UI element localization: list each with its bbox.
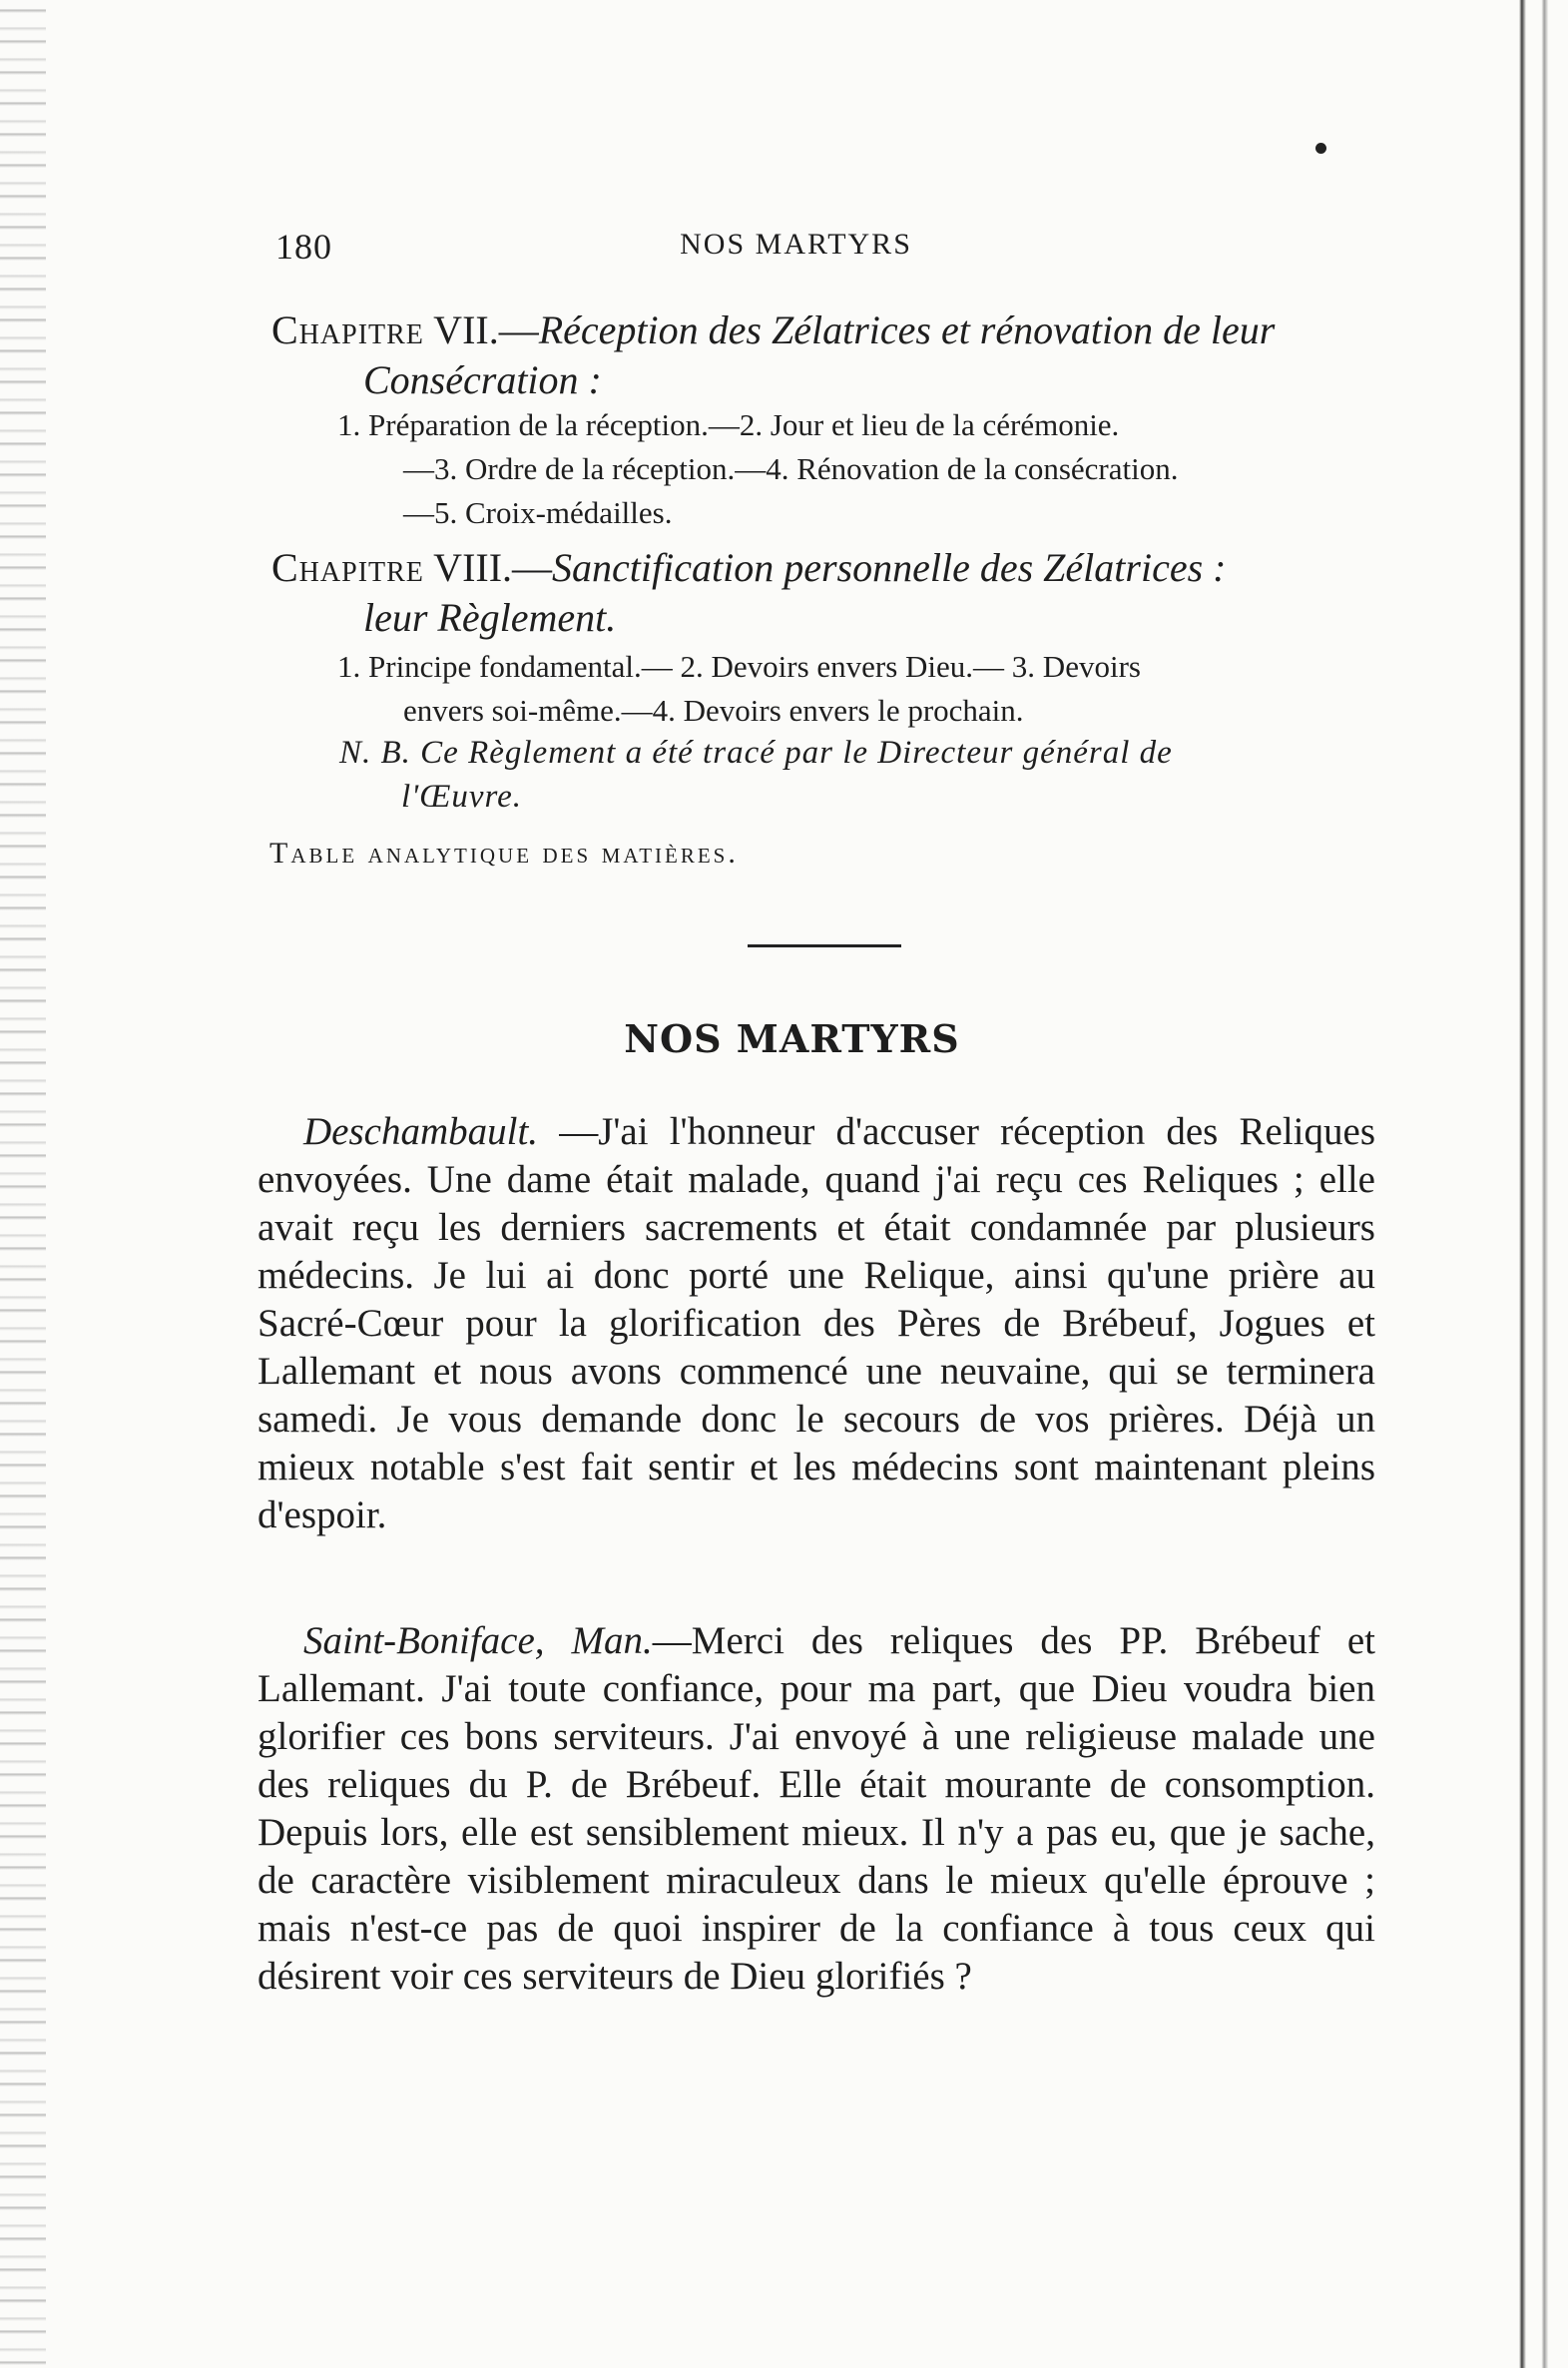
scan-left-edge <box>0 0 46 2368</box>
chapter-number: VIII.— <box>423 545 553 590</box>
chapter-title-cont: leur Règlement. <box>363 595 617 640</box>
ink-speck <box>1315 143 1326 154</box>
page-number: 180 <box>275 227 332 267</box>
scan-right-edge <box>1498 0 1568 2368</box>
section-divider <box>748 944 901 947</box>
toc-chapter-8 <box>271 543 1399 643</box>
note-line: N. B. Ce Règlement a été tracé par le Directeur général de <box>339 735 1173 771</box>
toc-items-line: 1. Principe fondamental.— 2. Devoirs envers Dieu.— 3. Devoirs <box>337 649 1141 684</box>
toc-items-line: envers soi-même.—4. Devoirs envers le prochain. <box>403 693 1024 728</box>
article-paragraph-2 <box>258 1617 1375 2001</box>
chapter-title: Sanctification personnelle des Zélatrices : <box>552 545 1227 590</box>
toc-table-entry: Table analytique des matières. <box>269 837 739 870</box>
chapter-prefix: Chapitre <box>271 307 424 352</box>
toc-items-line: —5. Croix-médailles. <box>403 495 673 530</box>
article-paragraph-1 <box>258 1108 1375 1539</box>
paragraph-text: —J'ai l'honneur d'accuser réception des Reliques envoyées. Une dame était malade, quand j'ai reçu ces Reliques ; elle avait reçu les derniers sacrements et était condamnée par plusieurs médecins. Je lui ai donc porté une Relique, ainsi qu'une prière au Sacré-Cœur pour la glorification des Pères de Brébeuf, Jogues et Lallemant et nous avons commencé une neuvaine, qui se terminera samedi. Je vous demande donc le secours de vos prières. Déjà un mieux notable s'est fait sentir et les médecins sont maintenant pleins d'espoir. <box>258 1110 1375 1536</box>
paragraph-text: —Merci des reliques des PP. Brébeuf et Lallemant. J'ai toute confiance, pour ma part, que Dieu voudra bien glorifier ces bons serviteurs. J'ai envoyé à une religieuse malade une des reliques du P. de Brébeuf. Elle était mourante de consomption. Depuis lors, elle est sensiblement mieux. Il n'y a pas eu, que je sache, de caractère visiblement miraculeux dans le mieux qu'elle éprouve ; mais n'est-ce pas de quoi inspirer de la confiance à tous ceux qui désirent voir ces serviteurs de Dieu glorifiés ? <box>258 1619 1375 1998</box>
toc-chapter-7-items <box>337 403 1395 535</box>
toc-items-line: 1. Préparation de la réception.—2. Jour et lieu de la cérémonie. <box>337 407 1120 442</box>
chapter-title: Réception des Zélatrices et rénovation de leur <box>538 307 1276 352</box>
note-line: l'Œuvre. <box>401 779 523 815</box>
place-name: Deschambault. <box>303 1110 539 1153</box>
toc-items-line: —3. Ordre de la réception.—4. Rénovation de la consécration. <box>403 451 1179 486</box>
toc-note <box>339 731 1389 819</box>
toc-chapter-7 <box>271 305 1399 405</box>
running-title: NOS MARTYRS <box>680 228 912 261</box>
chapter-number: VII.— <box>423 307 539 352</box>
chapter-title-cont: Consécration : <box>363 357 602 402</box>
article-heading: NOS MARTYRS <box>624 1016 960 1061</box>
toc-chapter-8-items <box>337 645 1395 733</box>
place-name: Saint-Boniface, Man. <box>303 1619 653 1662</box>
chapter-prefix: Chapitre <box>271 545 424 590</box>
